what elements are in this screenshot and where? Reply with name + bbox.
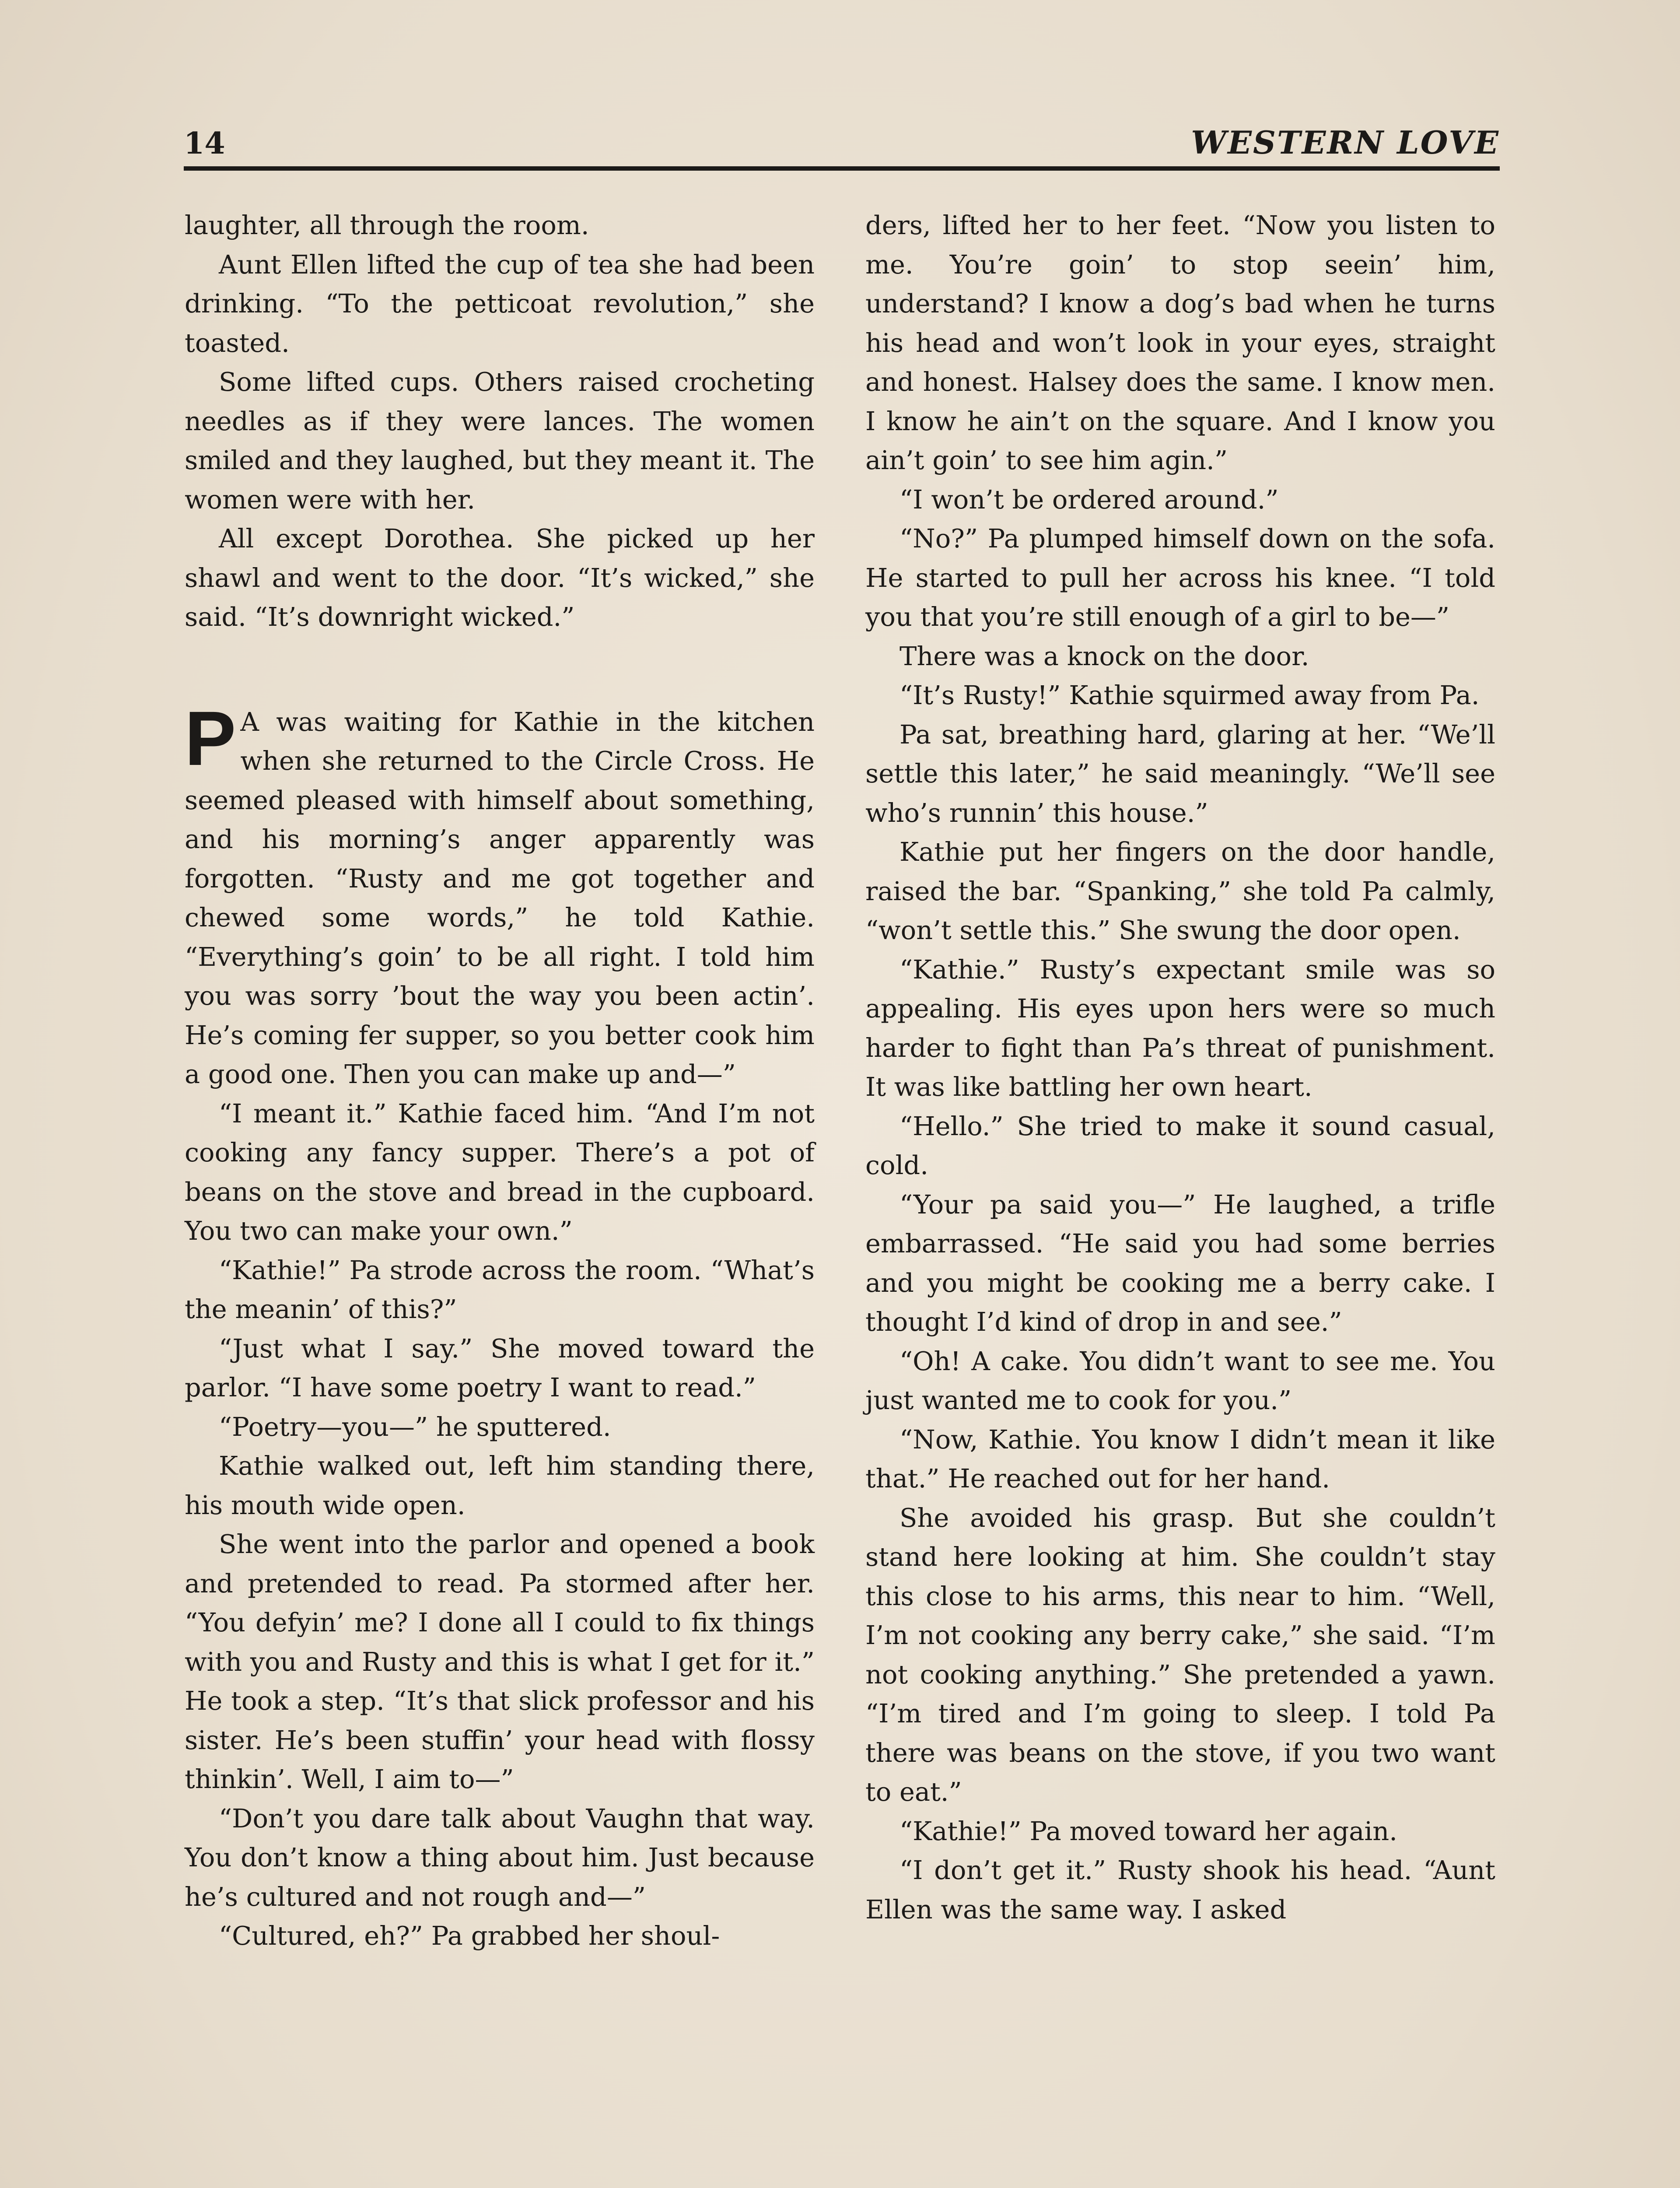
running-head: WESTERN LOVE bbox=[1191, 124, 1500, 161]
paragraph: “No?” Pa plumped himself down on the sofa. He started to pull her across his knee. “I told you that you’re still enough of a girl to be—” bbox=[865, 523, 1495, 632]
paragraph: “Your pa said you—” He laughed, a trifle embarrassed. “He said you had some berries and you might be cooking me a berry cake. I thought I’d kind of drop in and see.” bbox=[865, 1189, 1495, 1337]
page-header bbox=[184, 118, 1500, 171]
paragraph: “I don’t get it.” Rusty shook his head. “Aunt Ellen was the same way. I asked bbox=[865, 1855, 1495, 1925]
paragraph: “Hello.” She tried to make it sound casual, cold. bbox=[865, 1111, 1495, 1180]
paragraph: “Now, Kathie. You know I didn’t mean it like that.” He reached out for her hand. bbox=[865, 1424, 1495, 1494]
paragraph: “Kathie!” Pa moved toward her again. bbox=[900, 1816, 1397, 1846]
paragraph: “It’s Rusty!” Kathie squirmed away from Pa. bbox=[900, 680, 1480, 710]
paragraph: “I won’t be ordered around.” bbox=[900, 484, 1279, 515]
paragraph: Pa sat, breathing hard, glaring at her. “We’ll settle this later,” he said meaningly. “We’ll see who’s runnin’ this house.” bbox=[865, 719, 1495, 828]
paragraph: ders, lifted her to her feet. “Now you listen to me. You’re goin’ to stop seein’ him, understand? I know a dog’s bad when he turns his head and won’t look in your eyes, straight and honest. Halsey does the same. I know men. I know he ain’t on the square. And I know you ain’t goin’ to see him agin.” bbox=[865, 210, 1495, 475]
right-column bbox=[865, 206, 1495, 1929]
paragraph: “Don’t you dare talk about Vaughn that way. You don’t know a thing about him. Just because he’s cultured and not rough and—” bbox=[185, 1803, 815, 1912]
paragraph: “Cultured, eh?” Pa grabbed her shoul- bbox=[219, 1921, 720, 1951]
paragraph: Kathie put her fingers on the door handle, raised the bar. “Spanking,” she told Pa calmly, “won’t settle this.” She swung the door open. bbox=[865, 837, 1495, 945]
paragraph: Kathie walked out, left him standing there, his mouth wide open. bbox=[185, 1451, 815, 1520]
paragraph: There was a knock on the door. bbox=[900, 641, 1309, 671]
paragraph: “Kathie!” Pa strode across the room. “What’s the meanin’ of this?” bbox=[185, 1255, 815, 1324]
paragraph: “Just what I say.” She moved toward the parlor. “I have some poetry I want to read.” bbox=[185, 1333, 815, 1403]
paragraph: Aunt Ellen lifted the cup of tea she had been drinking. “To the petticoat revolution,” she toasted. bbox=[185, 249, 815, 358]
paragraph: “I meant it.” Kathie faced him. “And I’m not cooking any fancy supper. There’s a pot of beans on the stove and bread in the cupboard. You two can make your own.” bbox=[185, 1098, 815, 1246]
paragraph: She went into the parlor and opened a book and pretended to read. Pa stormed after her. “You defyin’ me? I done all I could to fix things with you and Rusty and this is what I get for it.” He took a step. “It’s that slick professor and his sister. He’s been stuffin’ your head with flossy thinkin’. Well, I aim to—” bbox=[185, 1529, 815, 1794]
drop-cap: P bbox=[185, 695, 236, 782]
paragraph: “Kathie.” Rusty’s expectant smile was so appealing. His eyes upon hers were so much harder to fight than Pa’s threat of punishment. It was like battling her own heart. bbox=[865, 954, 1495, 1102]
left-column bbox=[185, 206, 815, 1956]
section-start-text: A was waiting for Kathie in the kitchen when she returned to the Circle Cross. He seemed pleased with himself about something, and his morning’s anger apparently was forgotten. “Rusty and me got together and chewed some words,” he told Kathie. “Everything’s goin’ to be all right. I told him you was sorry ’bout the way you been actin’. He’s coming fer supper, so you better cook him a good one. Then you can make up and—” bbox=[185, 706, 815, 1089]
paragraph: “Poetry—you—” he sputtered. bbox=[219, 1411, 611, 1442]
paragraph: Some lifted cups. Others raised crocheting needles as if they were lances. The women smiled and they laughed, but they meant it. The women were with her. bbox=[185, 367, 815, 515]
page-number: 14 bbox=[184, 126, 225, 161]
paragraph: “Oh! A cake. You didn’t want to see me. You just wanted me to cook for you.” bbox=[865, 1346, 1495, 1415]
paragraph: She avoided his grasp. But she couldn’t stand here looking at him. She couldn’t stay this close to his arms, this near to him. “Well, I’m not cooking any berry cake,” she said. “I’m not cooking anything.” She pretended a yawn. “I’m tired and I’m going to sleep. I told Pa there was beans on the stove, if you two want to eat.” bbox=[865, 1502, 1495, 1807]
paragraph: All except Dorothea. She picked up her shawl and went to the door. “It’s wicked,” she said. “It’s downright wicked.” bbox=[185, 523, 815, 632]
paragraph: laughter, all through the room. bbox=[185, 210, 589, 240]
section-start-paragraph bbox=[185, 695, 815, 1094]
